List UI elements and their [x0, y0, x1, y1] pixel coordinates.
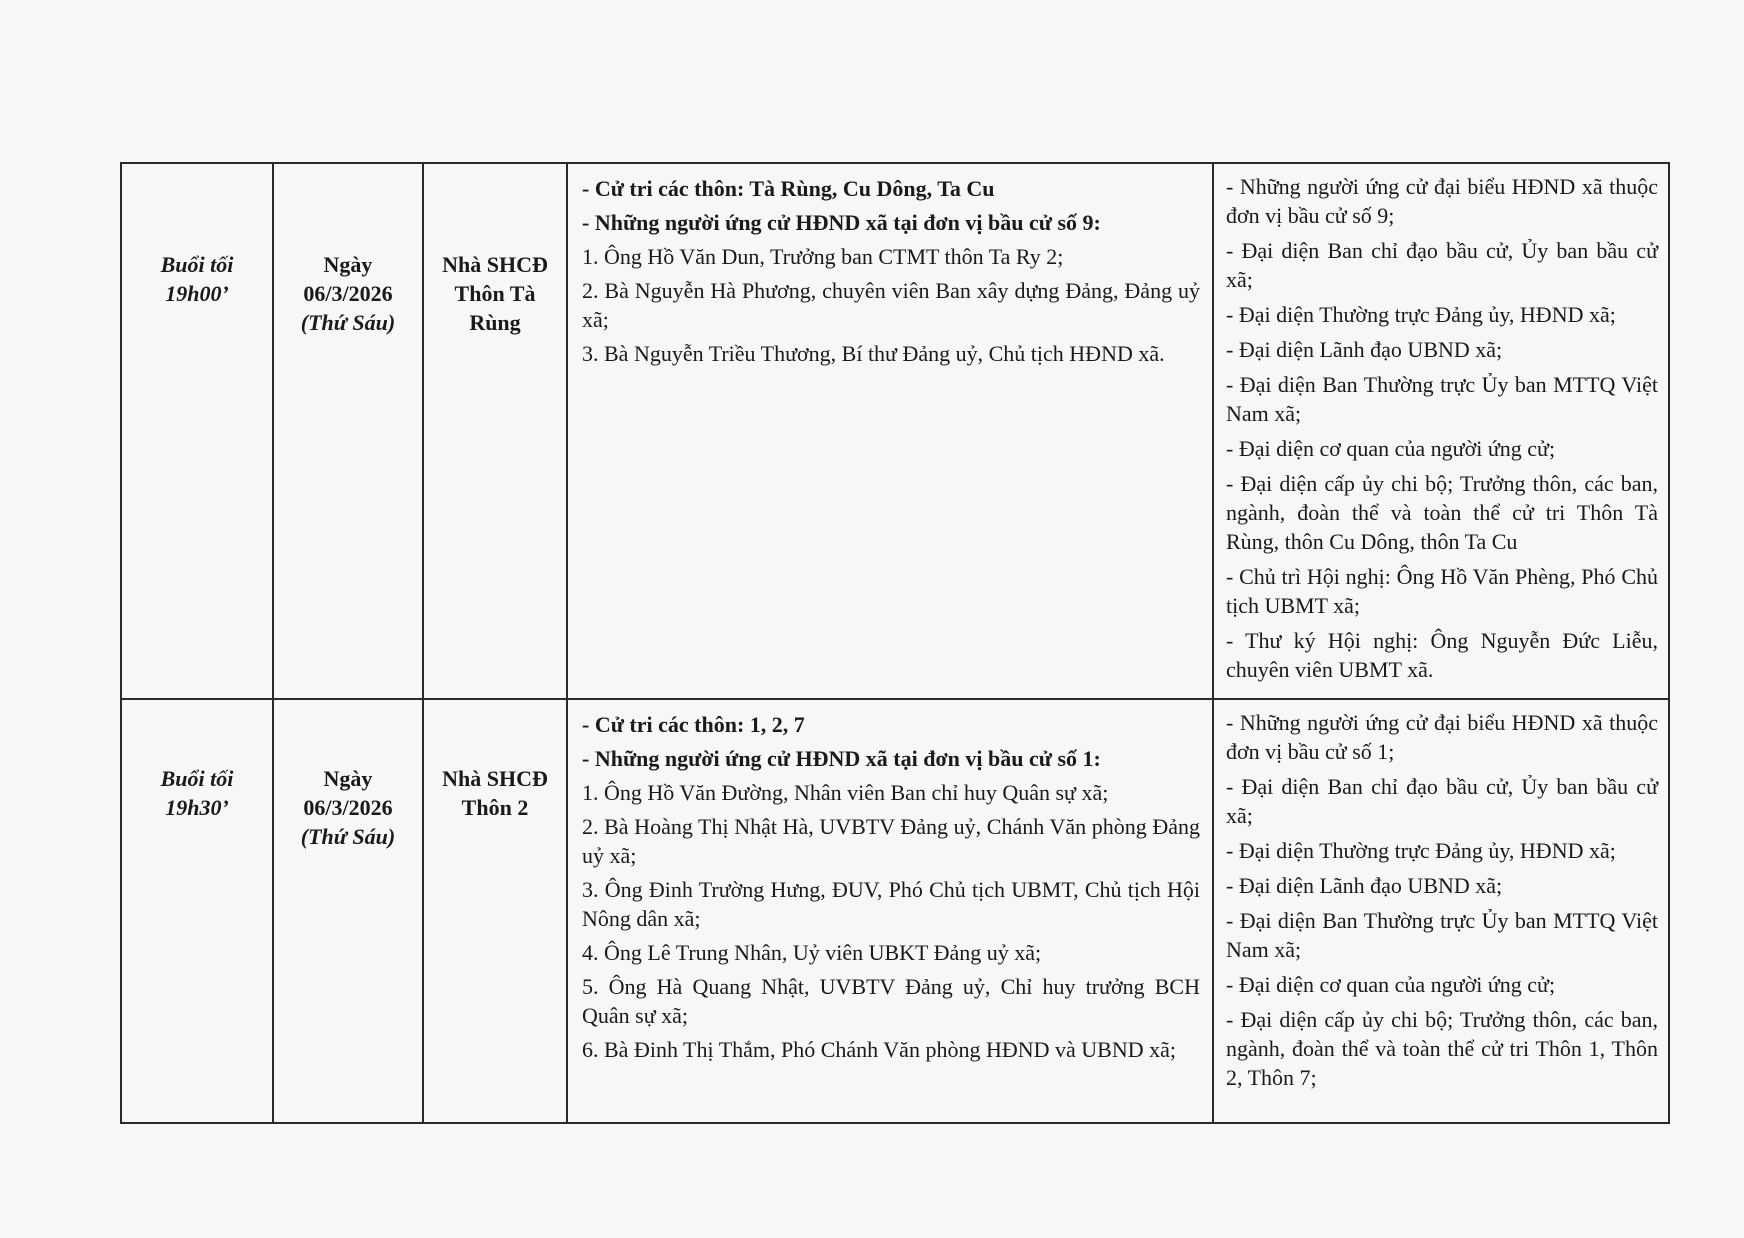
- voters-line: - Cử tri các thôn: Tà Rùng, Cu Dông, Ta Cu: [582, 176, 995, 201]
- participant-item: - Đại diện cơ quan của người ứng cử;: [1226, 436, 1556, 461]
- participant-item: - Đại diện cấp ủy chi bộ; Trưởng thôn, các ban, ngành, đoàn thể và toàn thể cử tri Thôn Tà Rùng, thôn Cu Dông, thôn Ta Cu: [1226, 471, 1658, 554]
- participant-item: - Đại diện Ban Thường trực Ủy ban MTTQ Việt Nam xã;: [1226, 908, 1658, 962]
- candidate-item: 4. Ông Lê Trung Nhân, Uỷ viên UBKT Đảng uỷ xã;: [582, 940, 1042, 965]
- date-value: 06/3/2026: [303, 795, 393, 820]
- time-value: 19h30’: [165, 795, 229, 820]
- place-line: Thôn 2: [461, 795, 529, 820]
- candidate-item: 2. Bà Nguyễn Hà Phương, chuyên viên Ban xây dựng Đảng, Đảng uỷ xã;: [582, 278, 1200, 332]
- participant-item: - Đại diện Ban chỉ đạo bầu cử, Ủy ban bầu cử xã;: [1226, 774, 1658, 828]
- candidate-item: 6. Bà Đinh Thị Thắm, Phó Chánh Văn phòng HĐND và UBND xã;: [582, 1037, 1176, 1062]
- table-row: [121, 163, 1669, 699]
- date-label: Ngày: [323, 252, 373, 277]
- meeting-schedule-table: [120, 162, 1670, 1124]
- date-value: 06/3/2026: [303, 281, 393, 306]
- voters-line: - Cử tri các thôn: 1, 2, 7: [582, 712, 805, 737]
- candidates-header: - Những người ứng cử HĐND xã tại đơn vị bầu cử số 9:: [582, 210, 1101, 235]
- participant-item: - Thư ký Hội nghị: Ông Nguyễn Đức Liễu, chuyên viên UBMT xã.: [1226, 628, 1658, 682]
- candidate-item: 5. Ông Hà Quang Nhật, UVBTV Đảng uỷ, Chỉ huy trưởng BCH Quân sự xã;: [582, 974, 1200, 1028]
- candidate-item: 1. Ông Hồ Văn Đường, Nhân viên Ban chỉ huy Quân sự xã;: [582, 780, 1109, 805]
- participant-item: - Đại diện cơ quan của người ứng cử;: [1226, 972, 1556, 997]
- place-line: Rùng: [469, 310, 521, 335]
- candidate-item: 2. Bà Hoàng Thị Nhật Hà, UVBTV Đảng uỷ, Chánh Văn phòng Đảng uỷ xã;: [582, 814, 1200, 868]
- participant-item: - Đại diện Thường trực Đảng ủy, HĐND xã;: [1226, 302, 1616, 327]
- time-value: 19h00’: [165, 281, 229, 306]
- participant-item: - Đại diện Lãnh đạo UBND xã;: [1226, 873, 1503, 898]
- candidate-item: 3. Bà Nguyễn Triều Thương, Bí thư Đảng uỷ, Chủ tịch HĐND xã.: [582, 341, 1165, 366]
- place-cell: [423, 163, 567, 699]
- candidate-item: 1. Ông Hồ Văn Dun, Trưởng ban CTMT thôn Ta Ry 2;: [582, 244, 1064, 269]
- place-line: Nhà SHCĐ: [442, 252, 548, 277]
- participant-item: - Đại diện Lãnh đạo UBND xã;: [1226, 337, 1503, 362]
- date-label: Ngày: [323, 766, 373, 791]
- participant-item: - Đại diện Ban chỉ đạo bầu cử, Ủy ban bầu cử xã;: [1226, 238, 1658, 292]
- place-line: Thôn Tà: [454, 281, 536, 306]
- content-cell: [567, 699, 1213, 1123]
- participants-cell: [1213, 163, 1669, 699]
- date-cell: [273, 163, 423, 699]
- candidates-header: - Những người ứng cử HĐND xã tại đơn vị bầu cử số 1:: [582, 746, 1101, 771]
- participants-cell: [1213, 699, 1669, 1123]
- date-weekday: (Thứ Sáu): [300, 824, 396, 849]
- place-line: Nhà SHCĐ: [442, 766, 548, 791]
- place-cell: [423, 699, 567, 1123]
- participant-item: - Những người ứng cử đại biểu HĐND xã thuộc đơn vị bầu cử số 9;: [1226, 174, 1658, 228]
- time-label: Buổi tối: [160, 766, 234, 791]
- time-cell: [121, 699, 273, 1123]
- participant-item: - Chủ trì Hội nghị: Ông Hồ Văn Phèng, Phó Chủ tịch UBMT xã;: [1226, 564, 1658, 618]
- content-cell: [567, 163, 1213, 699]
- time-cell: [121, 163, 273, 699]
- participant-item: - Đại diện cấp ủy chi bộ; Trưởng thôn, các ban, ngành, đoàn thể và toàn thể cử tri Thôn 1, Thôn 2, Thôn 7;: [1226, 1007, 1658, 1090]
- table-row: [121, 699, 1669, 1123]
- candidate-item: 3. Ông Đinh Trường Hưng, ĐUV, Phó Chủ tịch UBMT, Chủ tịch Hội Nông dân xã;: [582, 877, 1200, 931]
- participant-item: - Đại diện Ban Thường trực Ủy ban MTTQ Việt Nam xã;: [1226, 372, 1658, 426]
- participant-item: - Đại diện Thường trực Đảng ủy, HĐND xã;: [1226, 838, 1616, 863]
- participant-item: - Những người ứng cử đại biểu HĐND xã thuộc đơn vị bầu cử số 1;: [1226, 710, 1658, 764]
- date-weekday: (Thứ Sáu): [300, 310, 396, 335]
- date-cell: [273, 699, 423, 1123]
- time-label: Buổi tối: [160, 252, 234, 277]
